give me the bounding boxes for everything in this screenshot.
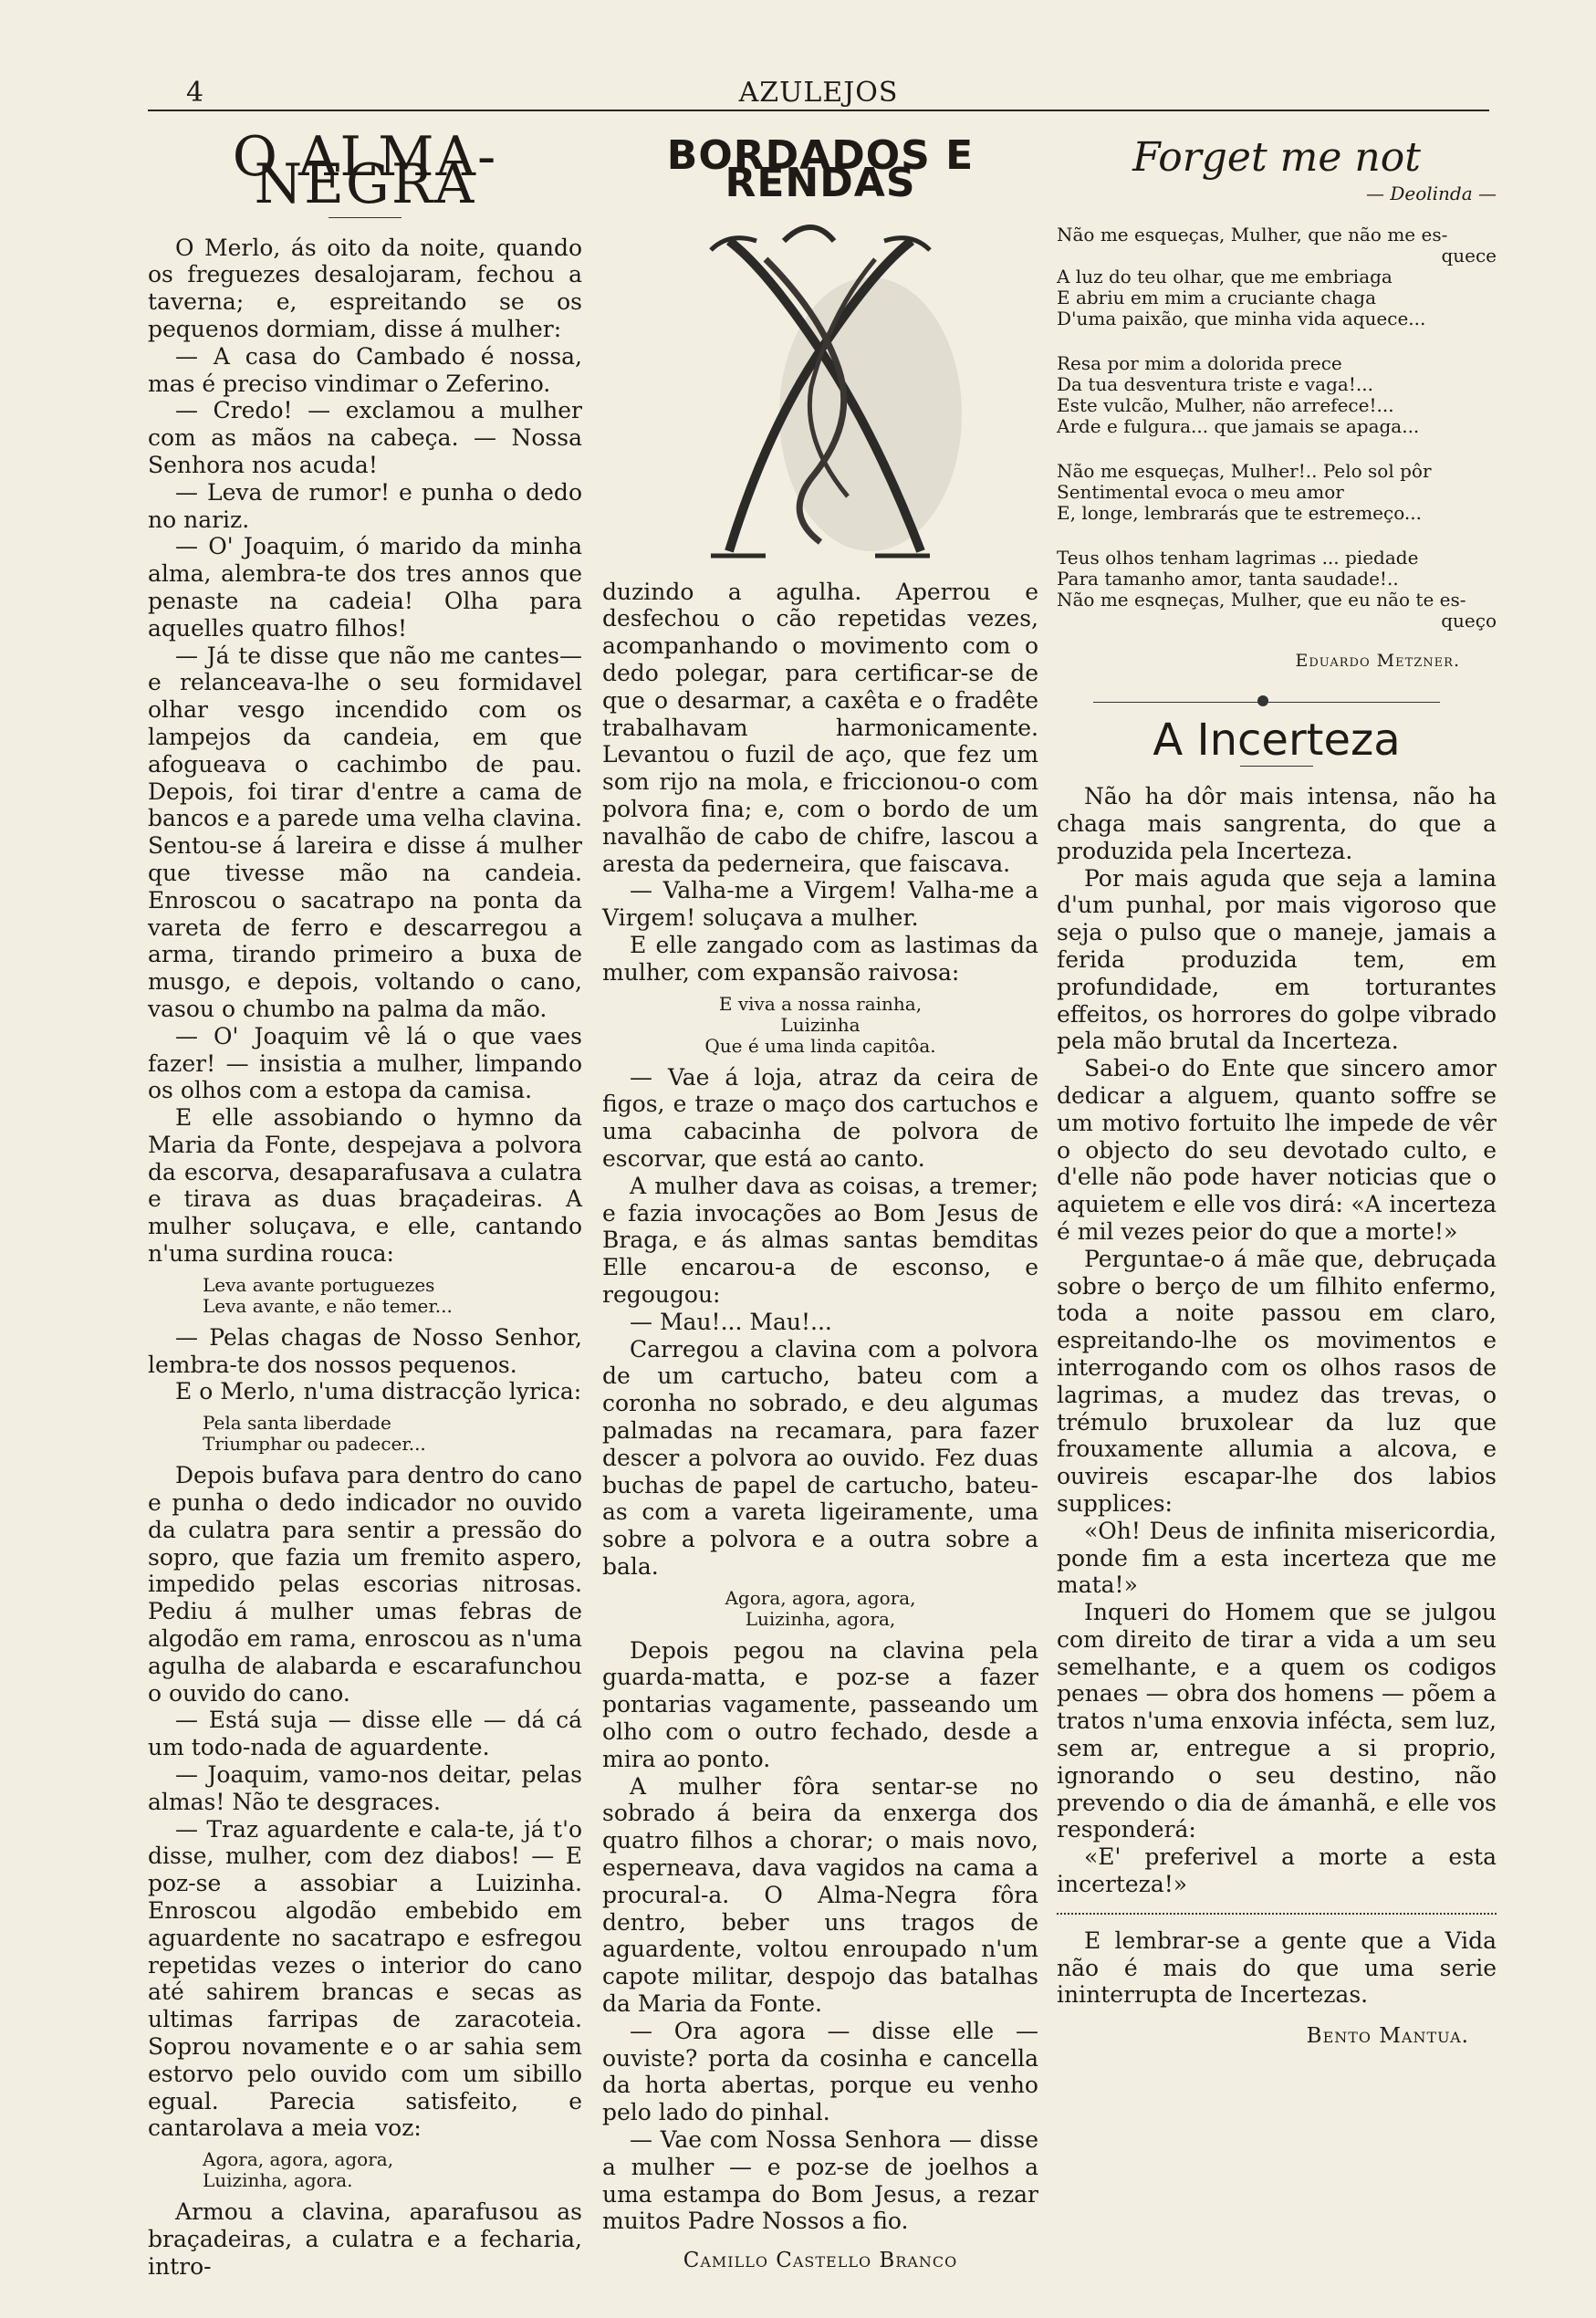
paragraph: «E' preferivel a morte a esta incerteza!» <box>1057 1843 1497 1898</box>
journal-title: AZULEJOS <box>738 77 899 109</box>
section-title: BORDADOS E RENDAS <box>666 132 975 206</box>
paragraph: — Credo! — exclamou a mulher com as mãos na cabeça. — Nossa Senhora nos acuda! <box>148 397 582 478</box>
page-number: 4 <box>186 77 204 109</box>
paragraph: E o Merlo, n'uma distracção lyrica: <box>175 1378 582 1405</box>
author-signature: Eduardo Metzner. <box>1295 650 1460 671</box>
essay-title: A Incerteza <box>1153 715 1401 767</box>
paragraph: Não ha dôr mais intensa, não ha chaga mais sangrenta, do que a produzida pela Incerteza. <box>1057 783 1497 864</box>
title-rule <box>329 217 402 218</box>
paragraph: — Joaquim, vamo-nos deitar, pelas almas! Não te desgraces. <box>148 1761 582 1815</box>
paragraph: — Já te disse que não me cantes— e relanceava-lhe o seu formidavel olhar vesgo incendido com os lampejos da candeia, em que afogueava o cachimbo de pau. Depois, foi tirar d'entre a cama de bancos e a parede uma velha clavina. Sentou-se á lareira e disse á mulher que tivesse mão na candeia. Enroscou o sacatrapo na ponta da vareta de ferro e descarregou a arma, tirando primeiro a buxa de musgo, e depois, voltando o cano, vasou o chumbo na palma da mão. <box>148 642 582 1022</box>
song-verse: Agora, agora, agora, Luizinha, agora. <box>203 2148 394 2192</box>
paragraph: — A casa do Cambado é nossa, mas é preciso vindimar o Zeferino. <box>148 342 582 397</box>
poem-stanza: Não me esqueças, Mulher!.. Pelo sol pôr Sentimental evoca o meu amor E, longe, lembrarás que te estremeço... <box>1057 459 1432 524</box>
paragraph: — Valha-me a Virgem! Valha-me a Virgem! soluçava a mulher. <box>602 877 1038 932</box>
paragraph: — Traz aguardente e cala-te, já t'o disse, mulher, com dez diabos! — E poz-se a assobiar a Luizinha. Enroscou algodão embebido em aguardente no sacatrapo e esfregou repetidas vezes o interior do cano até sahirem brancas e secas as ultimas farripas de zaracoteia. Soprou novamente e o ar sahia sem estorvo pelo ouvido com um sibillo egual. Parecia satisfeito, e cantarolava a meia voz: <box>148 1815 582 2142</box>
paragraph: «Oh! Deus de infinita misericordia, ponde fim a esta incerteza que me mata!» <box>1057 1517 1497 1599</box>
author-signature: Camillo Castello Branco <box>683 2249 958 2273</box>
song-verse: E viva a nossa rainha, Luizinha Que é uma linda capitôa. <box>704 992 936 1057</box>
poem-title: Forget me not <box>1132 134 1421 181</box>
section-divider <box>1093 693 1440 711</box>
paragraph: Armou a clavina, aparafusou as braçadeiras, a culatra e a fecharia, intro- <box>148 2198 582 2280</box>
poem-stanza: Resa por mim a dolorida prece Da tua desventura triste e vaga!... Este vulcão, Mulher, não arrefece!... Arde e fulgura... que jamais se apaga... <box>1057 351 1420 437</box>
paragraph: E lembrar-se a gente que a Vida não é mais do que uma serie ininterrupta de Incertezas. <box>1057 1926 1497 2009</box>
paragraph: — O' Joaquim vê lá o que vaes fazer! — insistia a mulher, limpando os olhos com a estopa da camisa. <box>148 1022 582 1104</box>
paragraph: E elle zangado com as lastimas da mulher, com expansão raivosa: <box>602 931 1038 986</box>
paragraph: Por mais aguda que seja a lamina d'um punhal, por mais vigoroso que seja o pulso que o maneje, jamais a ferida produzida tem, em profundidade, em torturantes effeitos, os horrores do golpe vibrado pela mão brutal da Incerteza. <box>1057 864 1497 1055</box>
paragraph: — Mau!... Mau!... <box>630 1308 832 1335</box>
paragraph: O Merlo, ás oito da noite, quando os freguezes desalojaram, fechou a taverna; e, espreitando se os pequenos dormiam, disse á mulher: <box>148 234 582 342</box>
paragraph: duzindo a agulha. Aperrou e desfechou o cão repetidas vezes, acompanhando o movimento com o dedo polegar, para certificar-se de que o desarmar, a caxêta e o fradête trabalhavam harmonicamente. Levantou o fuzil de aço, que fez um som rijo na mola, e friccionou-o com polvora fina; e, com o bordo de um navalhão de cabo de chifre, lascou a aresta da pederneira, que faiscava. <box>602 578 1038 877</box>
paragraph: — Pelas chagas de Nosso Senhor, lembra-te dos nossos pequenos. <box>148 1323 582 1378</box>
paragraph: — O' Joaquim, ó marido da minha alma, alembra-te dos tres annos que penaste na cadeia! Olha para aquelles quatro filhos! <box>148 533 582 642</box>
paragraph: — Leva de rumor! e punha o dedo no nariz. <box>148 478 582 533</box>
poem-stanza: Não me esqueças, Mulher, que não me es- quece A luz do teu olhar, que me embriaga E abriu em mim a cruciante chaga D'uma paixão, que minha vida aquece... <box>1057 223 1497 329</box>
song-verse: Agora, agora, agora, Luizinha, agora, <box>725 1586 916 1630</box>
author-signature: Bento Mantua. <box>1306 2024 1469 2049</box>
dotted-separator <box>1057 1913 1497 1915</box>
paragraph: Depois pegou na clavina pela guarda-matta, e poz-se a fazer pontarias vagamente, passeando um olho com o outro fechado, desde a mira ao ponto. <box>602 1636 1038 1772</box>
paragraph: — Ora agora — disse elle — ouviste? porta da cosinha e cancella da horta abertas, porque eu venho pelo lado do pinhal. <box>602 2017 1038 2126</box>
paragraph: Depois bufava para dentro do cano e punha o dedo indicador no ouvido da culatra para sentir a pressão do sopro, que fazia um fremito aspero, impedido pelas escorias nitrosas. Pediu á mulher umas febras de algodão em rama, enroscou as n'uma agulha de alabarda e escarafunchou o ouvido do cano. <box>148 1462 582 1707</box>
song-verse: Pela santa liberdade Triumphar ou padecer... <box>203 1412 426 1456</box>
story-title: O ALMA-NEGRA <box>232 125 498 216</box>
paragraph: A mulher dava as coisas, a tremer; e fazia invocações ao Bom Jesus de Braga, e ás almas santas bemditas Elle encarou-a de esconso, e regougou: <box>602 1172 1038 1308</box>
column-poem-incerteza <box>1057 134 1497 2051</box>
paragraph: — Está suja — disse elle — dá cá um todo-nada de aguardente. <box>148 1707 582 1761</box>
header-rule <box>148 110 1489 111</box>
poem-stanza: Teus olhos tenham lagrimas ... piedade Para tamanho amor, tanta saudade!.. Não me esqneças, Mulher, que eu não te es- queço <box>1057 546 1497 632</box>
paragraph: Inqueri do Homem que se julgou com direito de tirar a vida a um seu semelhante, e a quem os codigos penaes — obra dos homens — põem a tratos n'uma enxovia infécta, sem luz, sem ar, entregue a si proprio, ignorando o seu destino, não prevendo o dia de ámanhã, e elle vos responderá: <box>1057 1599 1497 1843</box>
paragraph: Sabei-o do Ente que sincero amor dedicar a alguem, quanto soffre se um motivo fortuito lhe impede de vêr o objecto do seu devotado culto, e d'elle não pode haver noticias que o aquietem e elle vos dirá: «A incerteza é mil vezes peior do que a morte!» <box>1057 1055 1497 1245</box>
paragraph: — Vae com Nossa Senhora — disse a mulher — e poz-se de joelhos a uma estampa do Bom Jesus, a rezar muitos Padre Nossos a fio. <box>602 2126 1038 2235</box>
title-rule <box>1240 766 1313 767</box>
paragraph: — Vae á loja, atraz da ceira de figos, e traze o maço dos cartuchos e uma cabacinha de polvora de escorvar, que está ao canto. <box>602 1063 1038 1172</box>
poem-dedication: — Deolinda — <box>1365 182 1497 204</box>
page-header <box>148 73 1489 110</box>
paragraph: A mulher fôra sentar-se no sobrado á beira da enxerga dos quatro filhos a chorar; o mais novo, esperneava, dava vagidos na cama a procural-a. O Alma-Negra fôra dentro, beber uns tragos de aguardente, voltou enroupado n'um capote militar, despojo das batalhas da Maria da Fonte. <box>602 1772 1038 2018</box>
paragraph: Carregou a clavina com a polvora de um cartucho, bateu com a coronha no sobrado, e deu algumas palmadas na recamara, para fazer descer a polvora ao ouvido. Fez duas buchas de papel de cartucho, bateu-as com a vareta ligeiramente, uma sobre a polvora e a outra sobre a bala. <box>602 1335 1038 1580</box>
column-bordados <box>602 132 1038 2275</box>
column-alma-negra <box>148 125 582 2281</box>
monogram-ornament-icon <box>674 204 966 569</box>
song-verse: Leva avante portuguezes Leva avante, e não temer... <box>203 1273 453 1317</box>
paragraph: E elle assobiando o hymno da Maria da Fonte, despejava a polvora da escorva, desaparafusava a culatra e tirava as duas braçadeiras. A mulher soluçava, e elle, cantando n'uma surdina rouca: <box>148 1104 582 1268</box>
paragraph: Perguntae-o á mãe que, debruçada sobre o berço de um filhito enfermo, toda a noite passou em claro, espreitando-lhe os movimentos e interrogando com os olhos rasos de lagrimas, a mudez das trevas, o trémulo bruxolear da luz que frouxamente allumia a alcova, e ouvireis escapar-lhe dos labios supplices: <box>1057 1245 1497 1517</box>
